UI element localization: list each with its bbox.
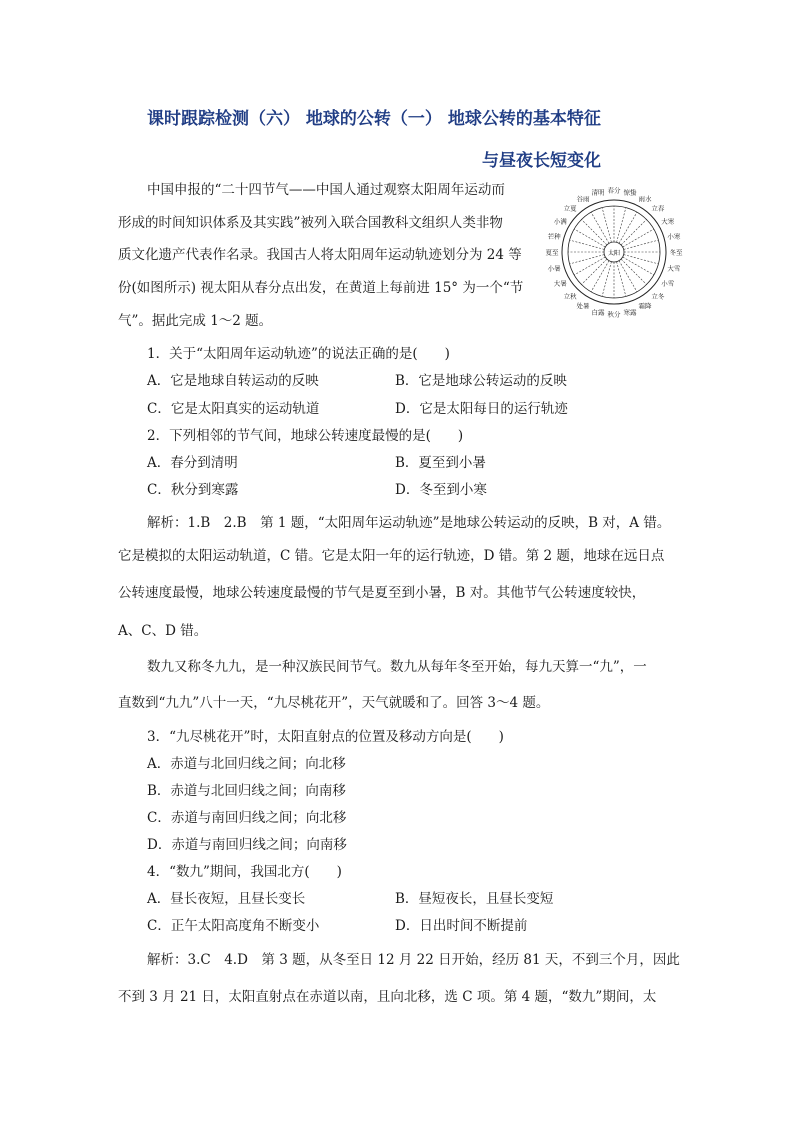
answer-1-2-line: 解析：1.B 2.B 第 1 题，“太阳周年运动轨迹”是地球公转运动的反映，B 对，A 错。 <box>147 515 671 531</box>
q4-option-d: D．日出时间不断提前 <box>395 918 528 934</box>
term-spoke <box>574 229 605 247</box>
term-label: 雨水 <box>638 194 652 203</box>
term-spoke <box>617 262 626 297</box>
q1-option-c: C．它是太阳真实的运动轨道 <box>147 401 320 417</box>
page-title-line2: 与昼夜长短变化 <box>482 151 601 171</box>
intro-line: 气”。据此完成 1～2 题。 <box>118 313 273 329</box>
term-spoke <box>574 257 605 275</box>
intro2-line: 数九又称冬九九，是一种汉族民间节气。数九从每年冬至开始，每九天算一“九”，一 <box>147 659 647 675</box>
page-title-line1: 课时跟踪检测（六） 地球的公转（一） 地球公转的基本特征 <box>147 109 601 129</box>
term-label: 小满 <box>553 217 567 226</box>
intro-line: 中国申报的“二十四节气——中国人通过观察太阳周年运动而 <box>147 182 505 198</box>
q3-option-c: C．赤道与南回归线之间；向北移 <box>147 810 347 826</box>
q1-option-b: B．它是地球公转运动的反映 <box>395 373 567 389</box>
q4-option-a: A．昼长夜短，且昼长变长 <box>147 891 306 907</box>
term-label: 寒露 <box>623 308 637 317</box>
q4-option-c: C．正午太阳高度角不断变小 <box>147 918 320 934</box>
term-spoke <box>602 262 611 297</box>
term-spoke <box>624 240 659 249</box>
term-spoke <box>623 257 654 275</box>
term-spoke <box>623 229 654 247</box>
term-label: 大暑 <box>553 279 567 288</box>
term-spoke <box>570 240 605 249</box>
intro-line: 形成的时间知识体系及其实践”被列入联合国教科文组织人类非物 <box>118 215 503 231</box>
q1-stem: 1．关于“太阳周年运动轨迹”的说法正确的是( ) <box>147 346 450 362</box>
term-label: 夏至 <box>545 248 559 257</box>
q2-option-b: B．夏至到小暑 <box>395 455 486 471</box>
term-label: 惊蛰 <box>623 188 637 197</box>
term-spoke <box>619 212 637 243</box>
term-label: 春分 <box>607 186 621 195</box>
term-spoke <box>621 259 646 284</box>
term-label: 霜降 <box>638 302 652 311</box>
intro2-line: 直数到“九九”八十一天，“九尽桃花开”，天气就暖和了。回答 3～4 题。 <box>118 695 550 711</box>
term-label: 清明 <box>591 188 605 197</box>
term-spoke <box>621 219 646 244</box>
term-spoke <box>602 208 611 243</box>
q2-option-d: D．冬至到小寒 <box>395 482 487 498</box>
q3-option-d: D．赤道与南回归线之间；向南移 <box>147 837 347 853</box>
term-spoke <box>619 261 637 292</box>
term-label: 立夏 <box>563 204 577 213</box>
term-label: 秋分 <box>607 310 621 319</box>
term-label: 冬至 <box>669 248 683 257</box>
answer-1-2-line: A、C、D 错。 <box>118 623 208 639</box>
term-spoke <box>581 259 606 284</box>
term-label: 芒种 <box>547 232 561 241</box>
term-label: 立春 <box>651 204 665 213</box>
term-spoke <box>570 255 605 264</box>
sun-label: 太阳 <box>607 250 621 257</box>
q2-stem: 2．下列相邻的节气间，地球公转速度最慢的是( ) <box>147 428 464 444</box>
term-label: 小寒 <box>667 232 681 241</box>
q3-option-b: B．赤道与北回归线之间；向南移 <box>147 783 346 799</box>
q4-option-b: B．昼短夜长，且昼长变短 <box>395 891 554 907</box>
term-label: 处暑 <box>576 302 590 311</box>
answer-1-2-line: 公转速度最慢，地球公转速度最慢的节气是夏至到小暑，B 对。其他节气公转速度较快， <box>118 585 646 601</box>
term-spoke <box>591 261 609 292</box>
term-label: 谷雨 <box>576 194 590 203</box>
q1-option-d: D．它是太阳每日的运行轨迹 <box>395 401 568 417</box>
term-label: 白露 <box>591 308 605 317</box>
term-label: 大雪 <box>667 264 681 273</box>
term-spoke <box>591 212 609 243</box>
solar-terms-diagram <box>534 180 696 322</box>
answer-3-4-line: 解析：3.C 4.D 第 3 题，从冬至日 12 月 22 日开始，经历 81 天，不到三个月，因此 <box>147 952 680 968</box>
term-label: 小雪 <box>661 279 675 288</box>
term-spoke <box>581 219 606 244</box>
intro-line: 质文化遗产代表作名录。我国古人将太阳周年运动轨迹划分为 24 等 <box>118 247 522 263</box>
term-label: 立秋 <box>563 292 577 301</box>
q4-stem: 4．“数九”期间，我国北方( ) <box>147 864 342 880</box>
term-label: 小暑 <box>547 264 561 273</box>
answer-3-4-line: 不到 3 月 21 日，太阳直射点在赤道以南，且向北移，选 C 项。第 4 题，“数九”期间，太 <box>118 989 657 1005</box>
term-label: 大寒 <box>661 217 675 226</box>
term-spoke <box>617 208 626 243</box>
q1-option-a: A．它是地球自转运动的反映 <box>147 373 319 389</box>
term-label: 立冬 <box>651 292 665 301</box>
q3-option-a: A．赤道与北回归线之间；向北移 <box>147 756 346 772</box>
q3-stem: 3．“九尽桃花开”时，太阳直射点的位置及移动方向是( ) <box>147 729 504 745</box>
q2-option-c: C．秋分到寒露 <box>147 482 239 498</box>
intro-line: 份(如图所示) 视太阳从春分点出发，在黄道上每前进 15° 为一个“节 <box>118 280 524 296</box>
q2-option-a: A．春分到清明 <box>147 455 238 471</box>
term-spoke <box>624 255 659 264</box>
answer-1-2-line: 它是模拟的太阳运动轨道，C 错。它是太阳一年的运行轨迹，D 错。第 2 题，地球在远日点 <box>118 548 665 564</box>
